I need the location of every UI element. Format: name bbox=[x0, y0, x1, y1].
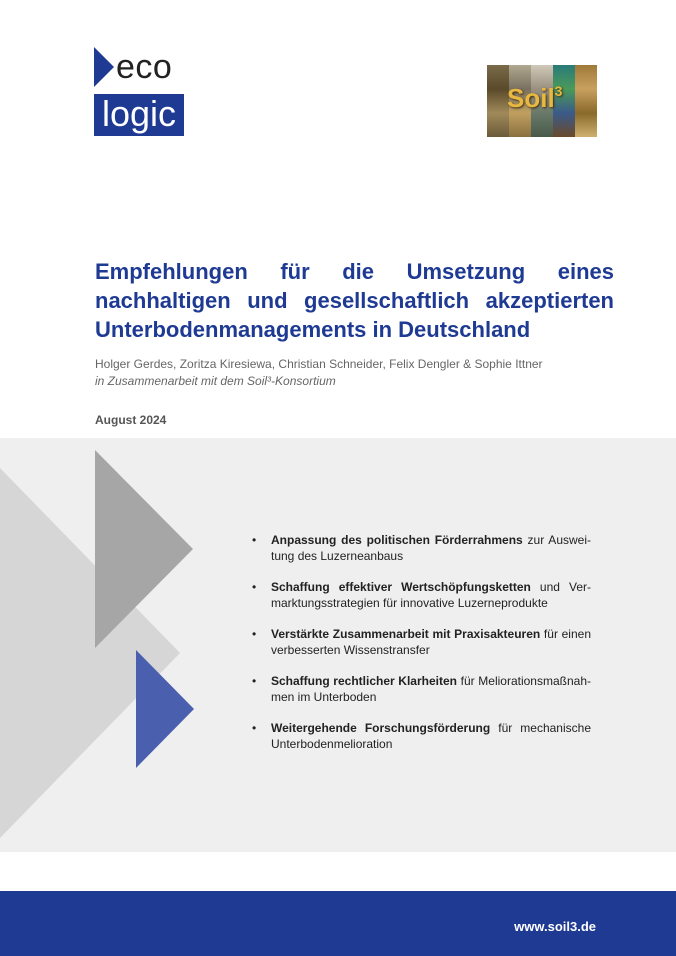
soil3-logo bbox=[487, 65, 597, 137]
list-item: • Weitergehende Forschungsförderung für mechanische Unterbodenmelioration bbox=[250, 720, 591, 752]
ecologic-logo-bottom: logic bbox=[94, 94, 184, 136]
list-item: • Schaffung effektiver Wertschöpfungsketten und Ver-marktungsstrategien für innovative Luzerneprodukte bbox=[250, 579, 591, 611]
soil3-logo-text: Soil$^3$ bbox=[507, 83, 563, 113]
recommendations-list bbox=[250, 532, 591, 767]
ecologic-logo-top bbox=[94, 47, 184, 87]
logo-eco-text: eco bbox=[116, 48, 173, 86]
footer-url[interactable]: www.soil3.de bbox=[514, 919, 596, 934]
collaboration-note: in Zusammenarbeit mit dem Soil³-Konsortium bbox=[95, 374, 336, 388]
publication-date: August 2024 bbox=[95, 413, 167, 427]
list-item: • Schaffung rechtlicher Klarheiten für Meliorationsmaßnah-men im Unterboden bbox=[250, 673, 591, 705]
logo-triangle-icon bbox=[94, 47, 114, 87]
list-item: • Anpassung des politischen Förderrahmens zur Auswei-tung des Luzerneanbaus bbox=[250, 532, 591, 564]
authors: Holger Gerdes, Zoritza Kiresiewa, Christian Schneider, Felix Dengler & Sophie Ittner bbox=[95, 357, 543, 371]
document-title: Empfehlungen für die Umsetzung eines nachhaltigen und gesellschaftlich akzeptierten Unterbodenmanagements in Deutschland bbox=[95, 259, 614, 342]
list-item: • Verstärkte Zusammenarbeit mit Praxisakteuren für einen verbesserten Wissenstransfer bbox=[250, 626, 591, 658]
